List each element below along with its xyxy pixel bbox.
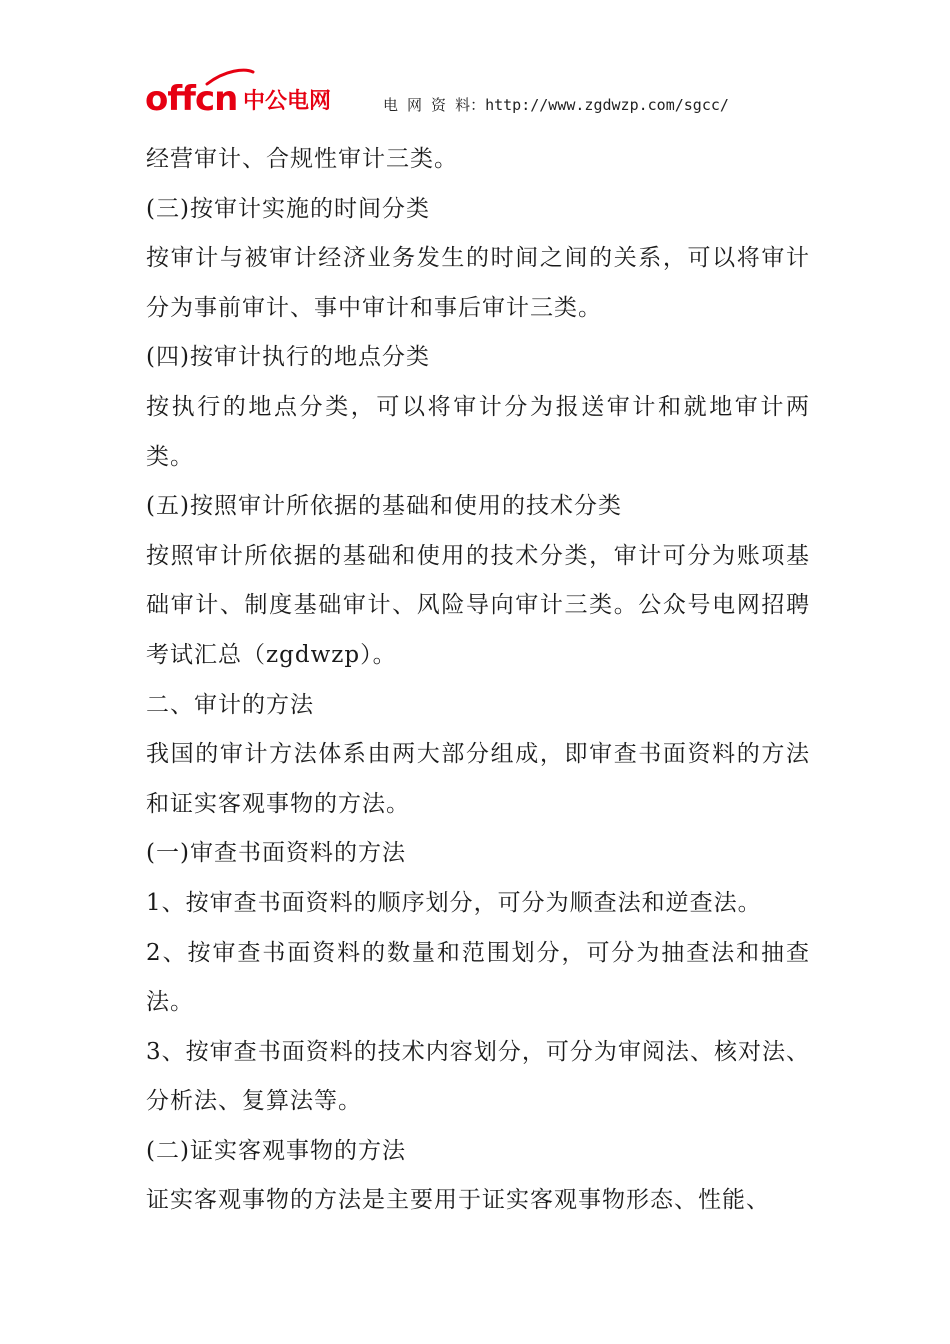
section-heading: (一)审查书面资料的方法	[146, 840, 406, 867]
paragraph: 按审计与被审计经济业务发生的时间之间的关系，可以将审计分为事前审计、事中审计和事后审计三类。	[146, 245, 810, 321]
paragraph: 经营审计、合规性审计三类。	[146, 146, 458, 172]
svg-text:中公电网: 中公电网	[243, 89, 332, 114]
paragraph: 我国的审计方法体系由两大部分组成，即审查书面资料的方法和证实客观事物的方法。	[146, 741, 810, 817]
paragraph: 按执行的地点分类，可以将审计分为报送审计和就地审计两类。	[146, 393, 810, 470]
offcn-logo	[145, 66, 345, 122]
document-body	[146, 135, 810, 1226]
svg-text:offcn: offcn	[145, 79, 238, 119]
list-item: 1、按审查书面资料的顺序划分，可分为顺查法和逆查法。	[146, 889, 762, 916]
section-heading: 二、审计的方法	[146, 691, 314, 718]
list-item: 2、按审查书面资料的数量和范围划分，可分为抽查法和抽查法。	[146, 939, 810, 1016]
section-heading: (五)按照审计所依据的基础和使用的技术分类	[146, 493, 622, 520]
list-item: 3、按审查书面资料的技术内容划分，可分为审阅法、核对法、分析法、复算法等。	[146, 1038, 810, 1115]
section-heading: (四)按审计执行的地点分类	[146, 344, 430, 371]
paragraph: 按照审计所依据的基础和使用的技术分类，审计可分为账项基础审计、制度基础审计、风险导向审计三类。公众号电网招聘考试汇总（zgdwzp）。	[146, 542, 810, 668]
section-heading: (三)按审计实施的时间分类	[146, 195, 430, 222]
paragraph: 证实客观事物的方法是主要用于证实客观事物形态、性能、	[146, 1187, 770, 1214]
page-header	[145, 66, 845, 122]
section-heading: (二)证实客观事物的方法	[146, 1137, 406, 1164]
header-source-url: 电 网 资 料：http://www.zgdwzp.com/sgcc/	[383, 96, 729, 114]
